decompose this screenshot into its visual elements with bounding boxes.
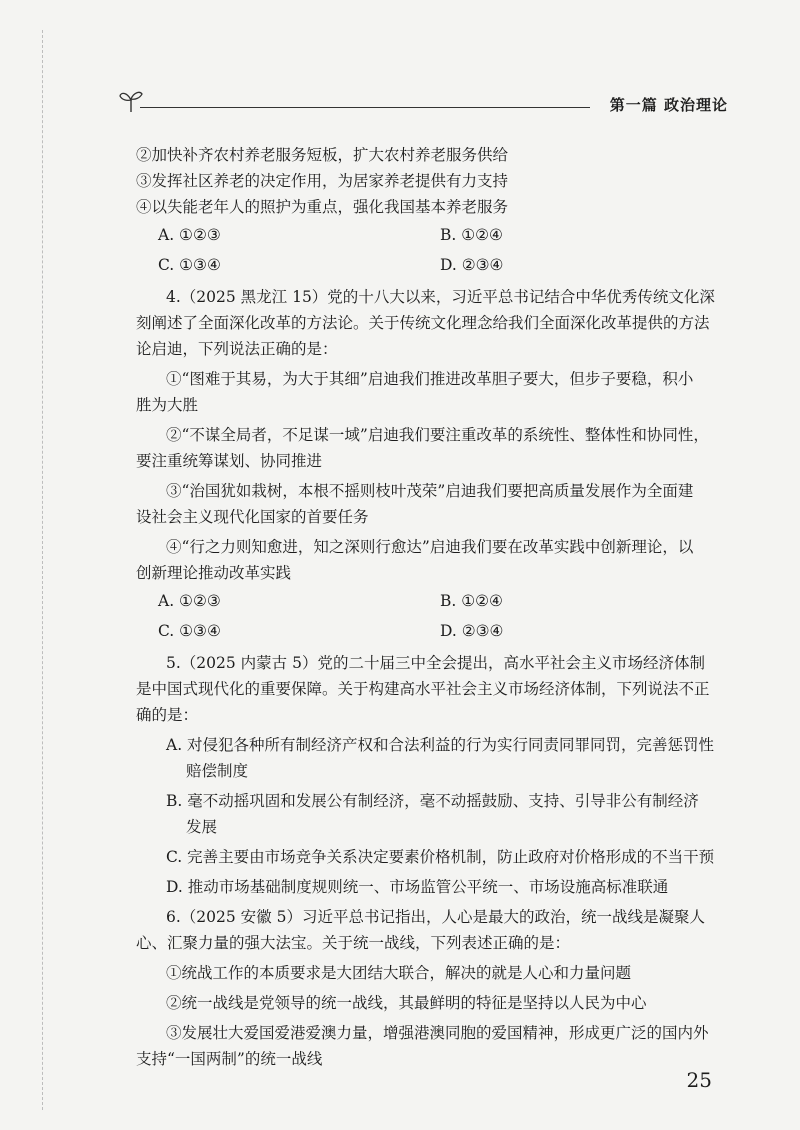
q5-option-c [136, 844, 716, 870]
q3-items [136, 142, 716, 220]
q5-option-a [136, 732, 716, 784]
q4-item-line: ①“图难于其易，为大于其细”启迪我们推进改革胆子要大，但步子要稳，积小 [166, 370, 694, 388]
binding-margin-line [42, 30, 43, 1110]
q5-option-line: B. 毫不动摇巩固和发展公有制经济，毫不动摇鼓励、支持、引导非公有制经济 [166, 792, 699, 810]
q3-item: ②加快补齐农村养老服务短板，扩大农村养老服务供给 [136, 146, 509, 164]
q4-item-line: ③“治国犹如栽树，本根不摇则枝叶茂荣”启迪我们要把高质量发展作为全面建 [166, 482, 694, 500]
q4-stem [136, 284, 716, 362]
q5-option-line: 发展 [186, 818, 218, 836]
q4-option-a: A. ①②③ [158, 592, 221, 610]
q4-item-1 [136, 366, 716, 418]
q6-item-3 [136, 1020, 716, 1072]
q4-stem-line: 4.（2025 黑龙江 15）党的十八大以来，习近平总书记结合中华优秀传统文化深 [166, 288, 715, 306]
q4-item-line: 创新理论推动改革实践 [136, 564, 292, 582]
q4-option-c: C. ①③④ [158, 622, 221, 640]
q3-option-a: A. ①②③ [158, 226, 221, 244]
q6-item-line: 支持“一国两制”的统一战线 [136, 1050, 323, 1068]
sprout-icon [118, 88, 144, 114]
q4-stem-line: 论启迪，下列说法正确的是： [136, 340, 338, 358]
section-title: 第一篇 政治理论 [609, 96, 728, 114]
q4-options-row-1 [136, 586, 716, 616]
q6-stem-line: 心、汇聚力量的强大法宝。关于统一战线，下列表述正确的是： [136, 934, 571, 952]
page-number: 25 [686, 1068, 712, 1092]
q3-item: ④以失能老年人的照护为重点，强化我国基本养老服务 [136, 198, 509, 216]
q6-stem [136, 904, 716, 956]
q6-stem-line: 6.（2025 安徽 5）习近平总书记指出，人心是最大的政治，统一战线是凝聚人 [166, 908, 705, 926]
q6-item-2 [136, 990, 716, 1016]
q3-option-c: C. ①③④ [158, 256, 221, 274]
q3-item: ③发挥社区养老的决定作用，为居家养老提供有力支持 [136, 172, 509, 190]
q6-item-1 [136, 960, 716, 986]
q5-option-b [136, 788, 716, 840]
q4-options-row-2 [136, 616, 716, 646]
q5-option-line: C. 完善主要由市场竞争关系决定要素价格机制，防止政府对价格形成的不当干预 [166, 848, 715, 866]
q5-stem [136, 650, 716, 728]
q3-option-b: B. ①②④ [440, 226, 503, 244]
q3-option-d: D. ②③④ [440, 256, 504, 274]
q6-item-line: ②统一战线是党领导的统一战线，其最鲜明的特征是坚持以人民为中心 [166, 994, 647, 1012]
q4-stem-line: 刻阐述了全面深化改革的方法论。关于传统文化理念给我们全面深化改革提供的方法 [136, 314, 710, 332]
q4-item-line: 要注重统筹谋划、协同推进 [136, 452, 323, 470]
q4-item-4 [136, 534, 716, 586]
q4-item-line: ②“不谋全局者，不足谋一域”启迪我们要注重改革的系统性、整体性和协同性， [166, 426, 709, 444]
q4-item-line: 设社会主义现代化国家的首要任务 [136, 508, 369, 526]
q3-options-row-2 [136, 250, 716, 280]
q4-item-line: ④“行之力则知愈进，知之深则行愈达”启迪我们要在改革实践中创新理论，以 [166, 538, 694, 556]
q5-stem-line: 是中国式现代化的重要保障。关于构建高水平社会主义市场经济体制，下列说法不正 [136, 680, 710, 698]
q5-stem-line: 确的是： [136, 706, 199, 724]
q4-option-d: D. ②③④ [440, 622, 504, 640]
q4-item-2 [136, 422, 716, 474]
q5-option-line: A. 对侵犯各种所有制经济产权和合法利益的行为实行同责同罪同罚，完善惩罚性 [166, 736, 715, 754]
question-content [136, 142, 716, 1072]
q3-options-row-1 [136, 220, 716, 250]
q5-stem-line: 5.（2025 内蒙古 5）党的二十届三中全会提出，高水平社会主义市场经济体制 [166, 654, 705, 672]
page-header [118, 88, 728, 118]
header-rule [140, 107, 590, 108]
q5-option-d [136, 874, 716, 900]
q5-option-line: 赔偿制度 [186, 762, 249, 780]
q4-item-line: 胜为大胜 [136, 396, 199, 414]
q6-item-line: ③发展壮大爱国爱港爱澳力量，增强港澳同胞的爱国精神，形成更广泛的国内外 [166, 1024, 709, 1042]
q5-option-line: D. 推动市场基础制度规则统一、市场监管公平统一、市场设施高标准联通 [166, 878, 669, 896]
q6-item-line: ①统战工作的本质要求是大团结大联合，解决的就是人心和力量问题 [166, 964, 632, 982]
q4-item-3 [136, 478, 716, 530]
q4-option-b: B. ①②④ [440, 592, 503, 610]
